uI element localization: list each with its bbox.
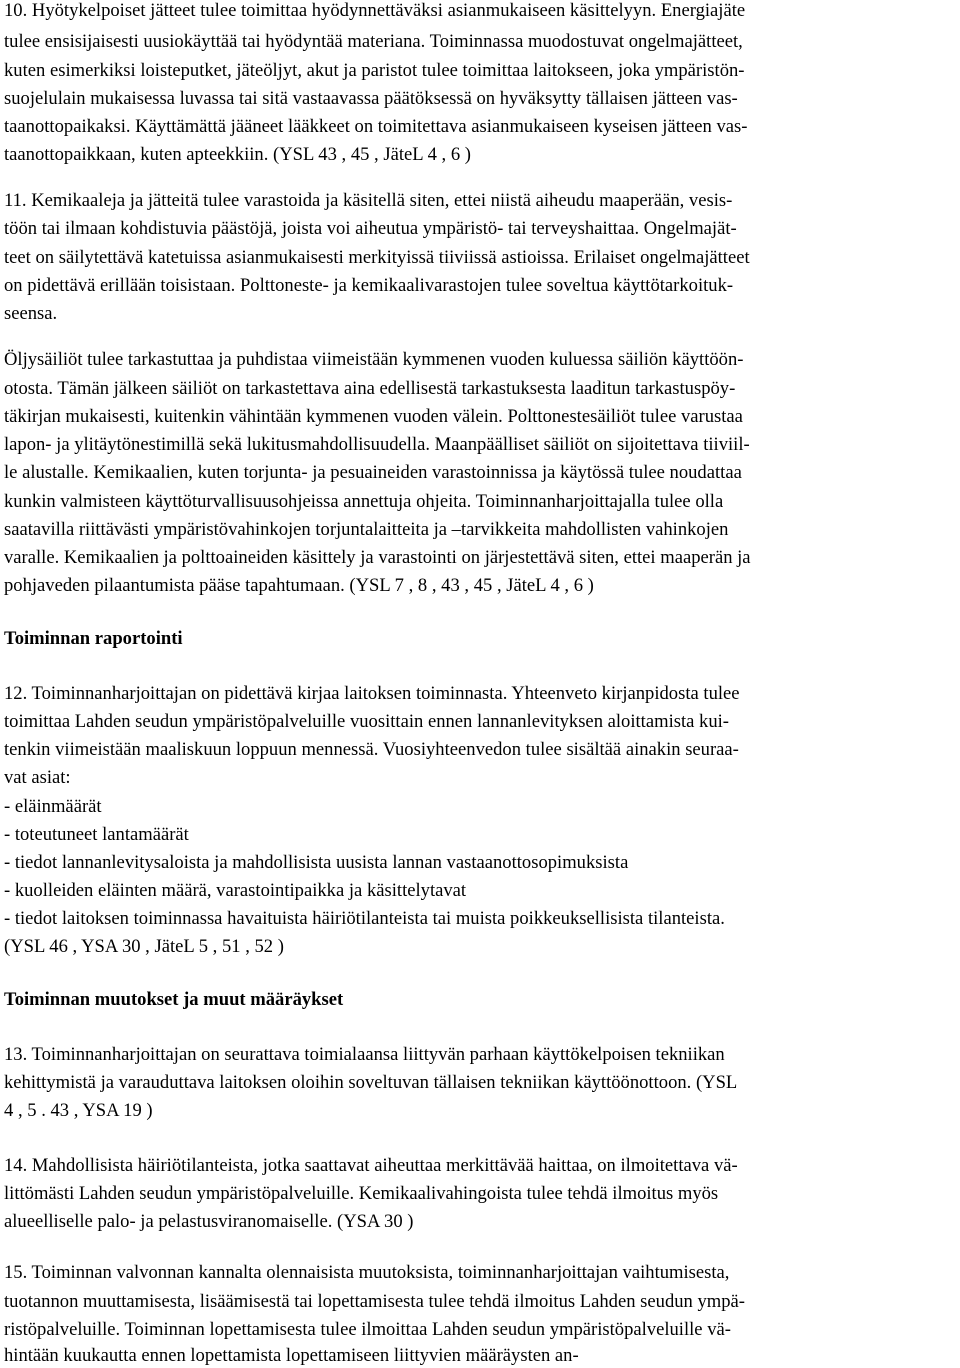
text-line: täkirjan mukaisesti, kuitenkin vähintään kymmenen vuoden välein. Polttonestesäiliöt tulee varustaa <box>4 406 743 427</box>
text-line: pohjaveden pilaantumista pääse tapahtumaan. (YSL 7 , 8 , 43 , 45 , JäteL 4 , 6 ) <box>4 575 594 596</box>
text-line: varalle. Kemikaalien ja polttoaineiden käsittely ja varastointi on järjestettävä siten, ettei maaperän ja <box>4 547 751 568</box>
text-line: - tiedot lannanlevitysaloista ja mahdollisista uusista lannan vastaanottosopimuksista <box>4 852 629 873</box>
section-heading: Toiminnan muutokset ja muut määräykset <box>4 989 344 1010</box>
text-line: (YSL 46 , YSA 30 , JäteL 5 , 51 , 52 ) <box>4 936 284 957</box>
text-line: töön tai ilmaan kohdistuvia päästöjä, joista voi aiheutua ympäristö- tai terveyshaittaa. Ongelmajät- <box>4 218 737 239</box>
text-line: ristöpalveluille. Toiminnan lopettamisesta tulee ilmoittaa Lahden seudun ympäristöpalveluille vä- <box>4 1319 731 1340</box>
text-line: tulee ensisijaisesti uusiokäyttää tai hyödyntää materiana. Toiminnassa muodostuvat ongelmajätteet, <box>4 31 743 52</box>
text-line: le alustalle. Kemikaalien, kuten torjunta- ja pesuaineiden varastoinnissa ja käytössä tulee noudattaa <box>4 462 742 483</box>
text-line: 4 , 5 . 43 , YSA 19 ) <box>4 1100 153 1121</box>
text-line: hintään kuukautta ennen lopettamista lopettamiseen liittyvien määräysten an- <box>4 1345 579 1366</box>
text-line: - kuolleiden eläinten määrä, varastointipaikka ja käsittelytavat <box>4 880 467 901</box>
text-line: 11. Kemikaaleja ja jätteitä tulee varastoida ja käsitellä siten, ettei niistä aiheudu maaperään, vesis- <box>4 190 733 211</box>
text-line: teet on säilytettävä katetuissa asianmukaisesti merkityissä tiiviissä astioissa. Erilaiset ongelmajätteet <box>4 247 750 268</box>
text-line: - eläinmäärät <box>4 796 102 817</box>
text-line: kunkin valmisteen käyttöturvallisuusohjeissa annettuja ohjeita. Toiminnanharjoittajalla tulee olla <box>4 491 724 512</box>
section-heading: Toiminnan raportointi <box>4 628 183 649</box>
text-line: saatavilla riittävästi ympäristövahinkojen torjuntalaitteita ja –tarvikkeita mahdollisten vahinkojen <box>4 519 729 540</box>
text-line: 13. Toiminnanharjoittajan on seurattava toimialaansa liittyvän parhaan käyttökelpoisen tekniikan <box>4 1044 725 1065</box>
text-line: alueelliselle palo- ja pelastusviranomaiselle. (YSA 30 ) <box>4 1211 414 1232</box>
text-line: suojelulain mukaisessa luvassa tai sitä vastaavassa päätöksessä on hyväksytty tällaisen jätteen vas- <box>4 88 738 109</box>
text-line: littömästi Lahden seudun ympäristöpalveluille. Kemikaalivahingoista tulee tehdä ilmoitus myös <box>4 1183 719 1204</box>
text-line: toimittaa Lahden seudun ympäristöpalveluille vuosittain ennen lannanlevityksen aloittamista kui- <box>4 711 729 732</box>
text-line: taanottopaikkaan, kuten apteekkiin. (YSL 43 , 45 , JäteL 4 , 6 ) <box>4 144 471 165</box>
text-line: 14. Mahdollisista häiriötilanteista, jotka saattavat aiheuttaa merkittävää haittaa, on ilmoitettava vä- <box>4 1155 738 1176</box>
text-line: - tiedot laitoksen toiminnassa havaituista häiriötilanteista tai muista poikkeuksellisista tilanteista. <box>4 908 725 929</box>
text-line: lapon- ja ylitäytönestimillä sekä lukitusmahdollisuudella. Maanpäälliset säiliöt on sijoitettava tiiviil- <box>4 434 750 455</box>
text-line: kehittymistä ja varauduttava laitoksen oloihin soveltuvan tällaisen tekniikan käyttöönottoon. (YSL <box>4 1072 738 1093</box>
text-line: 10. Hyötykelpoiset jätteet tulee toimittaa hyödynnettäväksi asianmukaiseen käsittelyyn. Energiajäte <box>4 0 746 21</box>
text-line: taanottopaikaksi. Käyttämättä jääneet lääkkeet on toimitettava asianmukaiseen kyseisen jätteen vas- <box>4 116 748 137</box>
text-line: vat asiat: <box>4 767 71 788</box>
text-line: kuten esimerkiksi loisteputket, jäteöljyt, akut ja paristot tulee toimittaa laitokseen, joka ympäristön- <box>4 60 745 81</box>
text-line: Öljysäiliöt tulee tarkastuttaa ja puhdistaa viimeistään kymmenen vuoden kuluessa säiliön käyttöön- <box>4 349 744 370</box>
text-line: tenkin viimeistään maaliskuun loppuun mennessä. Vuosiyhteenvedon tulee sisältää ainakin seuraa- <box>4 739 739 760</box>
text-line: 15. Toiminnan valvonnan kannalta olennaisista muutoksista, toiminnanharjoittajan vaihtumisesta, <box>4 1262 730 1283</box>
text-line: 12. Toiminnanharjoittajan on pidettävä kirjaa laitoksen toiminnasta. Yhteenveto kirjanpidosta tulee <box>4 683 740 704</box>
text-line: otosta. Tämän jälkeen säiliöt on tarkastettava aina edellisestä tarkastuksesta laaditun tarkastuspöy- <box>4 378 736 399</box>
text-line: seensa. <box>4 303 58 324</box>
text-line: - toteutuneet lantamäärät <box>4 824 189 845</box>
text-line: on pidettävä erillään toisistaan. Polttoneste- ja kemikaalivarastojen tulee soveltua käyttötarkoituk- <box>4 275 734 296</box>
text-line: tuotannon muuttamisesta, lisäämisestä tai lopettamisesta tulee tehdä ilmoitus Lahden seudun ympä- <box>4 1291 745 1312</box>
